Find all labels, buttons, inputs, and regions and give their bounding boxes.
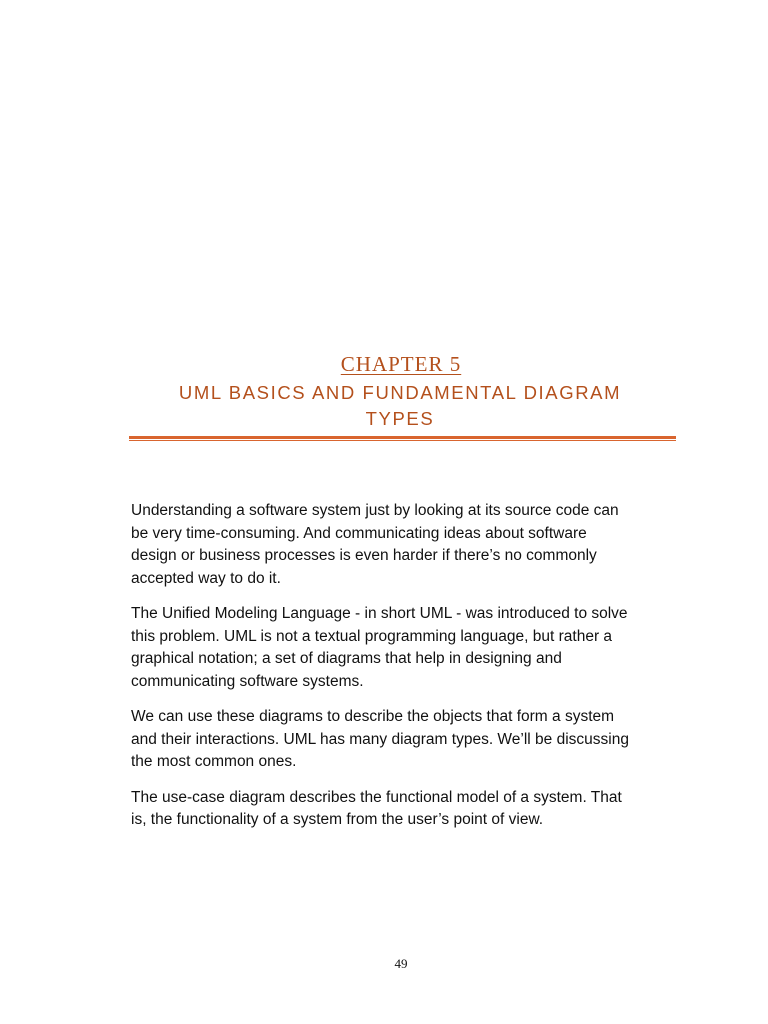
chapter-body xyxy=(131,500,671,845)
paragraph-line: accepted way to do it. xyxy=(131,569,281,587)
paragraph-line: The use-case diagram describes the functional model of a system. That xyxy=(131,788,622,806)
paragraph-line: The Unified Modeling Language - in short UML - was introduced to solve xyxy=(131,605,628,622)
paragraph-line: We can use these diagrams to describe the objects that form a system xyxy=(131,708,615,725)
paragraph-line: communicating software systems. xyxy=(131,672,364,690)
chapter-title xyxy=(150,380,650,432)
paragraph-line: the most common ones. xyxy=(131,753,297,770)
paragraph-line: Understanding a software system just by looking at its source code can xyxy=(131,502,619,519)
title-divider xyxy=(129,436,676,442)
paragraph-intro xyxy=(131,500,671,590)
paragraph-uml-definition xyxy=(131,603,671,693)
paragraph-diagram-usage xyxy=(131,706,671,774)
chapter-label: CHAPTER 5 xyxy=(340,352,462,376)
paragraph-line: this problem. UML is not a textual programming language, but rather a xyxy=(131,627,613,645)
paragraph-use-case xyxy=(131,787,671,832)
chapter-title-line-1: UML BASICS AND FUNDAMENTAL DIAGRAM xyxy=(178,382,622,403)
paragraph-line: be very time-consuming. And communicating ideas about software xyxy=(131,524,587,542)
paragraph-line: design or business processes is even harder if there’s no commonly xyxy=(131,547,597,564)
paragraph-line: graphical notation; a set of diagrams that help in designing and xyxy=(131,650,562,667)
chapter-title-line-2: TYPES xyxy=(365,408,435,429)
paragraph-line: and their interactions. UML has many diagram types. We’ll be discussing xyxy=(131,730,629,748)
page-number: 49 xyxy=(394,956,408,971)
divider-thick-line xyxy=(129,436,676,439)
paragraph-line: is, the functionality of a system from the user’s point of view. xyxy=(131,811,544,828)
divider-thin-line xyxy=(129,440,676,441)
